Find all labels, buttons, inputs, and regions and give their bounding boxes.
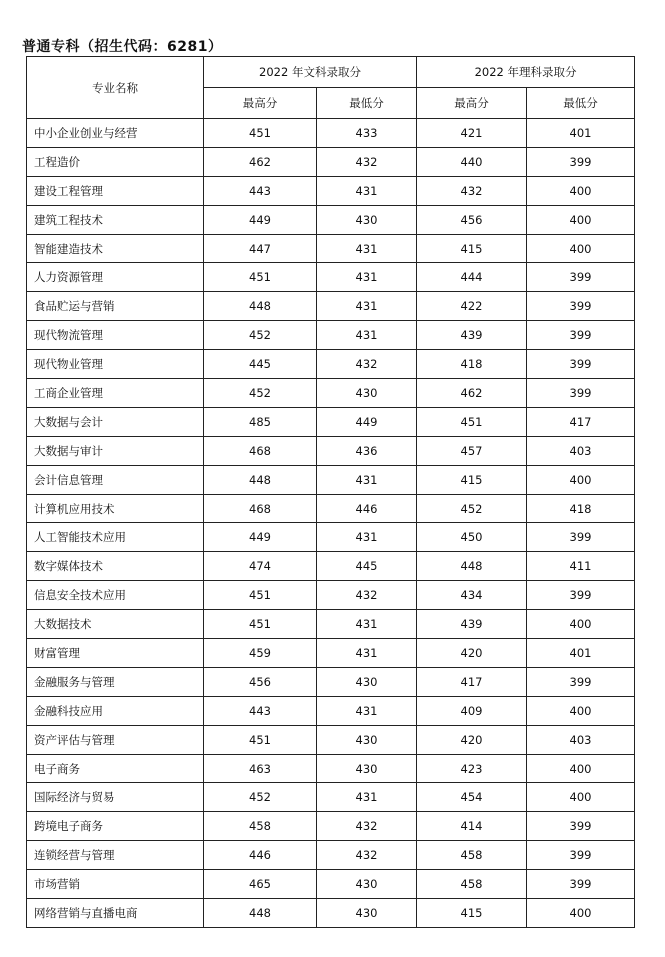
arts-min-cell: 431 <box>317 321 417 350</box>
science-min-cell: 417 <box>527 407 635 436</box>
arts-min-cell: 432 <box>317 350 417 379</box>
science-max-cell: 454 <box>417 783 527 812</box>
science-min-cell: 401 <box>527 639 635 668</box>
arts-max-cell: 447 <box>204 234 317 263</box>
science-max-cell: 421 <box>417 119 527 148</box>
arts-min-cell: 431 <box>317 234 417 263</box>
science-max-cell: 450 <box>417 523 527 552</box>
arts-max-cell: 445 <box>204 350 317 379</box>
arts-min-cell: 432 <box>317 812 417 841</box>
science-min-cell: 400 <box>527 899 635 928</box>
arts-max-cell: 465 <box>204 870 317 899</box>
arts-max-cell: 446 <box>204 841 317 870</box>
header-arts-max: 最高分 <box>204 88 317 119</box>
table-row <box>27 639 635 668</box>
arts-max-cell: 451 <box>204 725 317 754</box>
arts-max-cell: 443 <box>204 176 317 205</box>
table-row <box>27 667 635 696</box>
science-min-cell: 400 <box>527 754 635 783</box>
table-row <box>27 263 635 292</box>
science-max-cell: 451 <box>417 407 527 436</box>
science-max-cell: 422 <box>417 292 527 321</box>
major-name-cell: 电子商务 <box>27 754 204 783</box>
arts-min-cell: 431 <box>317 263 417 292</box>
science-min-cell: 399 <box>527 321 635 350</box>
table-row <box>27 321 635 350</box>
header-science-max: 最高分 <box>417 88 527 119</box>
science-min-cell: 399 <box>527 292 635 321</box>
table-row <box>27 350 635 379</box>
header-science-min: 最低分 <box>527 88 635 119</box>
science-min-cell: 400 <box>527 234 635 263</box>
arts-min-cell: 431 <box>317 610 417 639</box>
major-name-cell: 大数据与会计 <box>27 407 204 436</box>
table-row <box>27 754 635 783</box>
major-name-cell: 大数据技术 <box>27 610 204 639</box>
science-max-cell: 415 <box>417 899 527 928</box>
header-arts-group: 2022 年文科录取分 <box>204 57 417 88</box>
science-min-cell: 403 <box>527 725 635 754</box>
major-name-cell: 会计信息管理 <box>27 465 204 494</box>
arts-max-cell: 451 <box>204 263 317 292</box>
major-name-cell: 市场营销 <box>27 870 204 899</box>
arts-max-cell: 474 <box>204 552 317 581</box>
arts-min-cell: 430 <box>317 754 417 783</box>
arts-max-cell: 451 <box>204 581 317 610</box>
header-science-group: 2022 年理科录取分 <box>417 57 635 88</box>
major-name-cell: 工商企业管理 <box>27 379 204 408</box>
arts-min-cell: 436 <box>317 436 417 465</box>
major-name-cell: 资产评估与管理 <box>27 725 204 754</box>
science-max-cell: 457 <box>417 436 527 465</box>
science-min-cell: 399 <box>527 379 635 408</box>
major-name-cell: 建筑工程技术 <box>27 205 204 234</box>
arts-max-cell: 452 <box>204 783 317 812</box>
arts-max-cell: 448 <box>204 899 317 928</box>
arts-max-cell: 485 <box>204 407 317 436</box>
table-row <box>27 205 635 234</box>
arts-max-cell: 459 <box>204 639 317 668</box>
science-max-cell: 452 <box>417 494 527 523</box>
science-max-cell: 415 <box>417 465 527 494</box>
table-row <box>27 610 635 639</box>
arts-min-cell: 449 <box>317 407 417 436</box>
page-title: 普通专科（招生代码：6281） <box>22 39 223 55</box>
science-min-cell: 399 <box>527 812 635 841</box>
science-max-cell: 462 <box>417 379 527 408</box>
arts-max-cell: 452 <box>204 321 317 350</box>
major-name-cell: 国际经济与贸易 <box>27 783 204 812</box>
major-name-cell: 建设工程管理 <box>27 176 204 205</box>
major-name-cell: 连锁经营与管理 <box>27 841 204 870</box>
science-max-cell: 440 <box>417 147 527 176</box>
major-name-cell: 现代物流管理 <box>27 321 204 350</box>
table-row <box>27 696 635 725</box>
science-max-cell: 458 <box>417 841 527 870</box>
arts-min-cell: 431 <box>317 783 417 812</box>
science-min-cell: 400 <box>527 783 635 812</box>
science-max-cell: 434 <box>417 581 527 610</box>
table-body <box>27 119 635 928</box>
major-name-cell: 智能建造技术 <box>27 234 204 263</box>
major-name-cell: 中小企业创业与经营 <box>27 119 204 148</box>
science-max-cell: 439 <box>417 610 527 639</box>
major-name-cell: 金融科技应用 <box>27 696 204 725</box>
arts-max-cell: 458 <box>204 812 317 841</box>
arts-min-cell: 431 <box>317 292 417 321</box>
science-max-cell: 439 <box>417 321 527 350</box>
table-row <box>27 523 635 552</box>
science-min-cell: 400 <box>527 205 635 234</box>
table-row <box>27 147 635 176</box>
science-min-cell: 400 <box>527 176 635 205</box>
table-row <box>27 379 635 408</box>
major-name-cell: 信息安全技术应用 <box>27 581 204 610</box>
arts-min-cell: 445 <box>317 552 417 581</box>
science-min-cell: 399 <box>527 841 635 870</box>
arts-min-cell: 431 <box>317 176 417 205</box>
table-row <box>27 783 635 812</box>
table-row <box>27 870 635 899</box>
major-name-cell: 跨境电子商务 <box>27 812 204 841</box>
arts-max-cell: 462 <box>204 147 317 176</box>
table-row <box>27 465 635 494</box>
arts-min-cell: 430 <box>317 899 417 928</box>
science-min-cell: 399 <box>527 870 635 899</box>
arts-max-cell: 468 <box>204 494 317 523</box>
major-name-cell: 大数据与审计 <box>27 436 204 465</box>
science-max-cell: 420 <box>417 725 527 754</box>
arts-max-cell: 451 <box>204 610 317 639</box>
header-row-groups <box>27 57 635 88</box>
arts-min-cell: 430 <box>317 870 417 899</box>
arts-min-cell: 446 <box>317 494 417 523</box>
science-min-cell: 403 <box>527 436 635 465</box>
science-min-cell: 399 <box>527 581 635 610</box>
major-name-cell: 人工智能技术应用 <box>27 523 204 552</box>
science-max-cell: 418 <box>417 350 527 379</box>
table-row <box>27 292 635 321</box>
table-row <box>27 234 635 263</box>
arts-min-cell: 430 <box>317 205 417 234</box>
arts-max-cell: 449 <box>204 205 317 234</box>
admission-scores-table <box>26 56 635 928</box>
table-row <box>27 407 635 436</box>
science-max-cell: 417 <box>417 667 527 696</box>
major-name-cell: 现代物业管理 <box>27 350 204 379</box>
arts-max-cell: 456 <box>204 667 317 696</box>
table-row <box>27 725 635 754</box>
arts-min-cell: 431 <box>317 696 417 725</box>
table-row <box>27 812 635 841</box>
table-row <box>27 494 635 523</box>
table-row <box>27 176 635 205</box>
arts-min-cell: 431 <box>317 523 417 552</box>
table-row <box>27 899 635 928</box>
major-name-cell: 数字媒体技术 <box>27 552 204 581</box>
arts-max-cell: 448 <box>204 292 317 321</box>
science-min-cell: 418 <box>527 494 635 523</box>
science-max-cell: 444 <box>417 263 527 292</box>
major-name-cell: 金融服务与管理 <box>27 667 204 696</box>
arts-min-cell: 431 <box>317 465 417 494</box>
science-min-cell: 399 <box>527 350 635 379</box>
major-name-cell: 网络营销与直播电商 <box>27 899 204 928</box>
arts-min-cell: 430 <box>317 667 417 696</box>
arts-min-cell: 432 <box>317 841 417 870</box>
table-row <box>27 841 635 870</box>
major-name-cell: 工程造价 <box>27 147 204 176</box>
table-row <box>27 436 635 465</box>
arts-max-cell: 468 <box>204 436 317 465</box>
table-row <box>27 581 635 610</box>
major-name-cell: 人力资源管理 <box>27 263 204 292</box>
science-max-cell: 420 <box>417 639 527 668</box>
science-min-cell: 400 <box>527 696 635 725</box>
science-max-cell: 409 <box>417 696 527 725</box>
arts-max-cell: 448 <box>204 465 317 494</box>
science-max-cell: 432 <box>417 176 527 205</box>
header-major-name: 专业名称 <box>27 57 204 119</box>
arts-min-cell: 432 <box>317 147 417 176</box>
arts-min-cell: 430 <box>317 379 417 408</box>
arts-max-cell: 452 <box>204 379 317 408</box>
arts-max-cell: 449 <box>204 523 317 552</box>
major-name-cell: 财富管理 <box>27 639 204 668</box>
table-row <box>27 552 635 581</box>
science-max-cell: 448 <box>417 552 527 581</box>
science-max-cell: 458 <box>417 870 527 899</box>
arts-max-cell: 463 <box>204 754 317 783</box>
arts-min-cell: 433 <box>317 119 417 148</box>
major-name-cell: 食品贮运与营销 <box>27 292 204 321</box>
science-min-cell: 401 <box>527 119 635 148</box>
arts-min-cell: 432 <box>317 581 417 610</box>
arts-max-cell: 443 <box>204 696 317 725</box>
science-min-cell: 399 <box>527 523 635 552</box>
science-min-cell: 400 <box>527 610 635 639</box>
science-max-cell: 414 <box>417 812 527 841</box>
table-row <box>27 119 635 148</box>
science-min-cell: 399 <box>527 147 635 176</box>
arts-min-cell: 431 <box>317 639 417 668</box>
science-max-cell: 456 <box>417 205 527 234</box>
arts-min-cell: 430 <box>317 725 417 754</box>
science-min-cell: 399 <box>527 667 635 696</box>
science-min-cell: 400 <box>527 465 635 494</box>
science-max-cell: 423 <box>417 754 527 783</box>
science-min-cell: 399 <box>527 263 635 292</box>
major-name-cell: 计算机应用技术 <box>27 494 204 523</box>
science-max-cell: 415 <box>417 234 527 263</box>
header-arts-min: 最低分 <box>317 88 417 119</box>
arts-max-cell: 451 <box>204 119 317 148</box>
science-min-cell: 411 <box>527 552 635 581</box>
